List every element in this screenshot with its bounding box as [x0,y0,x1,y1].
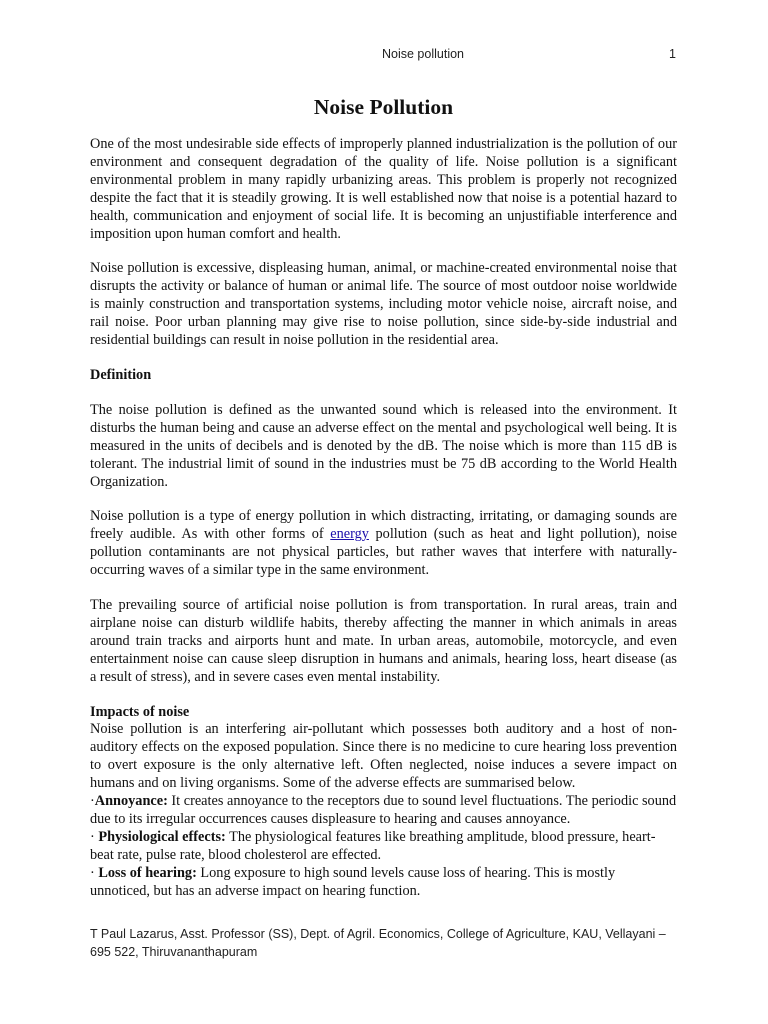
page-number: 1 [669,47,676,61]
bullet-marker: · [90,793,95,810]
impact-item-hearing-loss [90,865,677,901]
definition-paragraph-3: The prevailing source of artificial noise pollution is from transportation. In rural areas, train and airplane noise can disturb wildlife habits, thereby affecting the manner in which animals in areas around train tracks and airports hunt and mate. In urban areas, automobile, motorcycle, and even entertainment noise can cause sleep disruption in humans and animals, hearing loss, heart disease (as a result of stress), and in severe cases even mental instability. [90,597,677,685]
impact-text: Long exposure to high sound levels cause loss of hearing. This is mostly unnoticed, but has an adverse impact on hearing function. [90,864,616,899]
running-header-title: Noise pollution [382,47,464,61]
impact-item-physiological [90,829,677,865]
footer-line-2: 695 522, Thiruvananthapuram [90,945,258,959]
impact-term: Annoyance: [94,793,168,810]
impact-term: Physiological effects: [98,828,226,845]
footer-line-1: T Paul Lazarus, Asst. Professor (SS), Dept. of Agril. Economics, College of Agriculture, KAU, Vellayani – [90,927,666,941]
page-footer [90,925,690,961]
intro-paragraph-1: One of the most undesirable side effects of improperly planned industrialization is the pollution of our environment and consequent degradation of the quality of life. Noise pollution is a significant environmental problem in many rapidly urbanizing areas. This problem is properly not recognized despite the fact that it is steadily growing. It is well established now that noise is a potential hazard to health, communication and enjoyment of social life. It is becoming an unjustifiable interference and imposition upon human comfort and health. [90,136,677,242]
definition-paragraph-1: The noise pollution is defined as the unwanted sound which is released into the environment. It disturbs the human being and cause an adverse effect on the mental and psychological well being. It is measured in the units of decibels and is denoted by the dB. The noise which is more than 115 dB is tolerant. The industrial limit of sound in the industries must be 75 dB according to the World Health Organization. [90,401,677,490]
page-title: Noise Pollution [313,95,454,119]
intro-paragraph-2: Noise pollution is excessive, displeasing human, animal, or machine-created environmental noise that disrupts the activity or balance of human or animal life. The source of most outdoor noise worldwide is mainly construction and transportation systems, including motor vehicle noise, aircraft noise, and rail noise. Poor urban planning may give rise to noise pollution, since side-by-side industrial and residential buildings can result in noise pollution in the residential area. [90,260,677,349]
definition-p2-text-before: Noise pollution is a type of energy pollution in which distracting, irritating, or damaging sounds are freely audible. As with other forms of [90,508,677,543]
bullet-marker: · [90,828,99,845]
impacts-heading: Impacts of noise [90,703,190,720]
definition-p2-text-after: pollution (such as heat and light pollution), noise pollution contaminants are not physical particles, but rather waves that interfere with naturally-occurring waves of a similar type in the same environment. [90,526,677,579]
definition-paragraph-2 [90,508,677,580]
energy-link[interactable]: energy [330,526,369,543]
definition-heading: Definition [90,366,152,383]
impact-item-annoyance [90,793,677,829]
impact-term: Loss of hearing: [98,864,197,881]
document-body [90,92,677,901]
impacts-intro: Noise pollution is an interfering air-pollutant which possesses both auditory and a host of non-auditory effects on the exposed population. Since there is no medicine to cure hearing loss prevention to overt exposure is the only alternative left. Often neglected, noise induces a severe impact on humans and on living organisms. Some of the adverse effects are summarised below. [90,721,677,792]
bullet-marker: · [90,864,99,881]
impact-text: The physiological features like breathing amplitude, blood pressure, heart-beat rate, pulse rate, blood cholesterol are effected. [90,828,656,863]
impact-text: It creates annoyance to the receptors due to sound level fluctuations. The periodic sound due to its irregular occurrences causes displeasure to hearing and causes annoyance. [90,793,677,827]
